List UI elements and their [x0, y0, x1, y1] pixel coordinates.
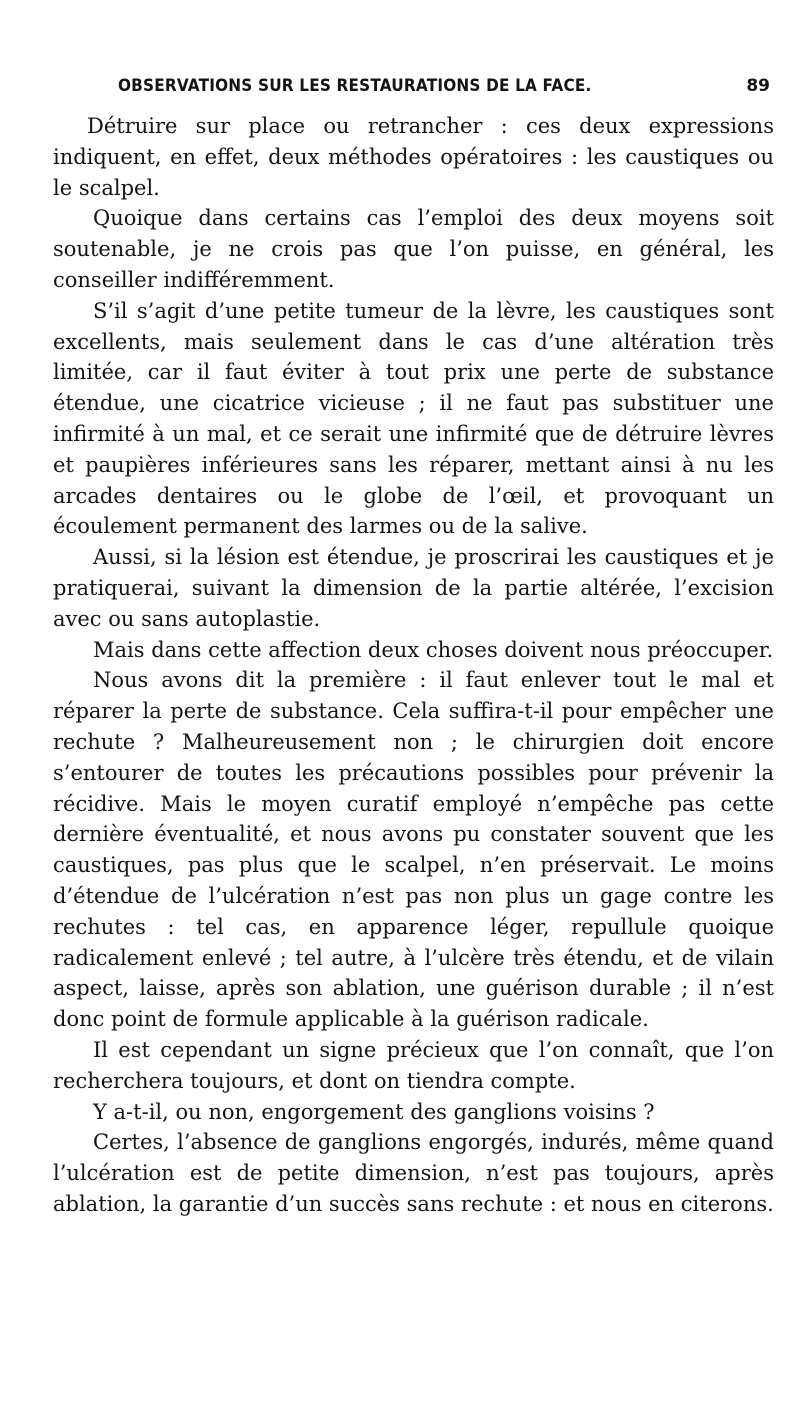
paragraph-3: S’il s’agit d’une petite tumeur de la lèvre, les caustiques sont excellents, mais seulement dans le cas d’une altération très limitée, car il faut éviter à tout prix une perte de substance étendue, une cicatrice vicieuse ; il ne faut pas substituer une infirmité à un mal, et ce serait une infirmité que de détruire lèvres et paupières inférieures sans les réparer, mettant ainsi à nu les arcades dentaires ou le globe de l’œil, et provoquant un écoulement permanent des larmes ou de la salive.: [53, 298, 774, 539]
paragraph-5: Mais dans cette affection deux choses doivent nous préoccuper.: [93, 637, 774, 662]
paragraph-4: Aussi, si la lésion est étendue, je proscrirai les caustiques et je pratiquerai, suivant la dimension de la partie altérée, l’excision avec ou sans autoplastie.: [53, 545, 774, 631]
paragraph-8: Y a-t-il, ou non, engorgement des ganglions voisins ?: [93, 1099, 655, 1124]
paragraph-7: Il est cependant un signe précieux que l’on connaît, que l’on recherchera toujours, et dont on tiendra compte.: [53, 1037, 774, 1093]
page-number: 89: [746, 76, 770, 96]
paragraph-6: Nous avons dit la première : il faut enlever tout le mal et réparer la perte de substance. Cela suffira-t-il pour empêcher une rechute ? Malheureusement non ; le chirurgien doit encore s’entourer de toutes les précautions possibles pour prévenir la récidive. Mais le moyen curatif employé n’empêche pas cette dernière éventualité, et nous avons pu constater souvent que les caustiques, pas plus que le scalpel, n’en préservait. Le moins d’étendue de l’ulcération n’est pas non plus un gage contre les rechutes : tel cas, en apparence léger, repullule quoique radicalement enlevé ; tel autre, à l’ulcère très étendu, et de vilain aspect, laisse, après son ablation, une guérison durable ; il n’est donc point de formule applicable à la guérison radicale.: [53, 668, 774, 1032]
paragraph-2: Quoique dans certains cas l’emploi des deux moyens soit soutenable, je ne crois pas que l’on puisse, en général, les conseiller indifféremment.: [53, 206, 774, 292]
body-text: [53, 111, 774, 1220]
header-title: OBSERVATIONS SUR LES RESTAURATIONS DE LA FACE.: [118, 76, 592, 96]
paragraph-1: Détruire sur place ou retrancher : ces deux expressions indiquent, en effet, deux méthodes opératoires : les caustiques ou le scalpel.: [53, 114, 774, 200]
paragraph-9: Certes, l’absence de ganglions engorgés, indurés, même quand l’ulcération est de petite dimension, n’est pas toujours, après ablation, la garantie d’un succès sans rechute : et nous en citerons.: [53, 1130, 774, 1216]
running-header: [118, 76, 780, 104]
